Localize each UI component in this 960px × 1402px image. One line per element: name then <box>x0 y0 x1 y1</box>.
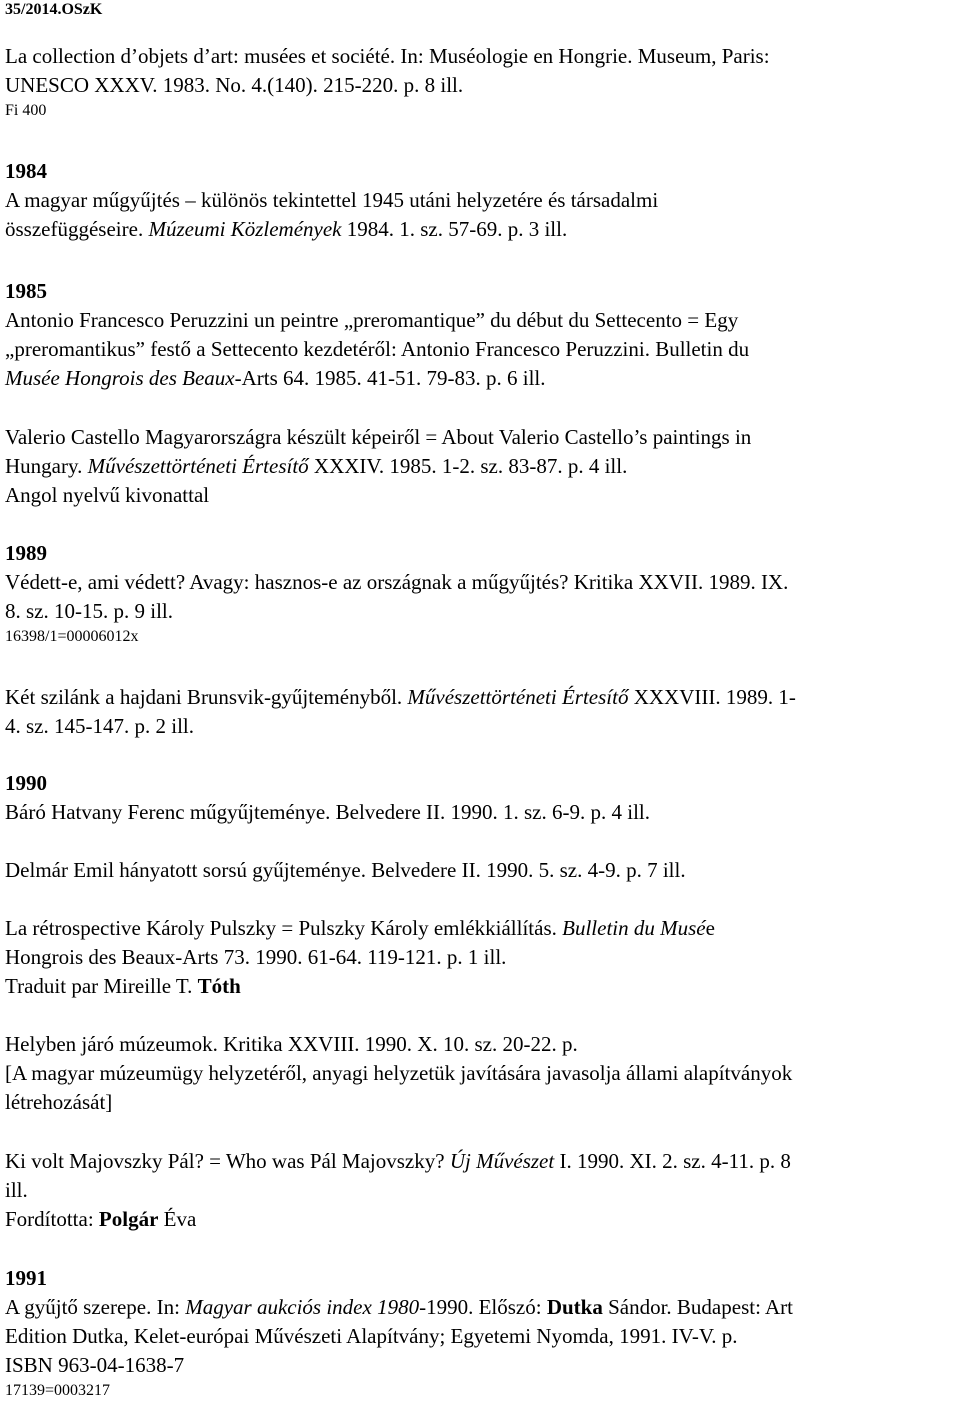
year-section-1989 <box>5 539 955 648</box>
journal-title: Bulletin du Musé <box>562 916 706 940</box>
translator-surname: Polgár <box>98 1207 159 1231</box>
entry-text: Két szilánk a hajdani Brunsvik-gyűjteményből. <box>5 685 408 709</box>
year-section-1984 <box>5 157 955 244</box>
entry-line: Edition Dutka, Kelet-európai Művészeti Alapítvány; Egyetemi Nyomda, 1991. IV-V. p. <box>5 1324 738 1348</box>
year-heading: 1989 <box>5 541 47 565</box>
entry-text: e <box>705 916 715 940</box>
bibliography-entry <box>5 1030 955 1117</box>
bibliography-entry <box>5 423 955 510</box>
entry-text: Hungary. <box>5 454 88 478</box>
shelf-note: Fi 400 <box>5 102 47 119</box>
entry-text: I. 1990. XI. 2. sz. 4-11. p. 8 <box>554 1149 791 1173</box>
entry-line: ill. <box>5 1178 28 1202</box>
entry-text: Fordította: <box>5 1207 99 1231</box>
entry-line <box>5 452 955 481</box>
entry-line: Valerio Castello Magyarországra készült képeiről = About Valerio Castello’s paintings in <box>5 425 752 449</box>
entry-line: Báró Hatvany Ferenc műgyűjteménye. Belvedere II. 1990. 1. sz. 6-9. p. 4 ill. <box>5 800 650 824</box>
book-title: Magyar aukciós index 1980 <box>185 1295 420 1319</box>
entry-text: A gyűjtő szerepe. In: <box>5 1295 186 1319</box>
journal-title: Musée Hongrois des Beaux- <box>5 366 242 390</box>
journal-title: Múzeumi Közlemények <box>148 217 342 241</box>
entry-line: [A magyar múzeumügy helyzetéről, anyagi helyzetük javítására javasolja állami alapítványok <box>5 1061 793 1085</box>
entry-line <box>5 1293 955 1322</box>
journal-title: Művészettörténeti Értesítő <box>87 454 309 478</box>
entry-line <box>5 683 955 712</box>
entry-line: Helyben járó múzeumok. Kritika XXVIII. 1990. X. 10. sz. 20-22. p. <box>5 1032 578 1056</box>
bibliography-entry <box>5 1147 955 1234</box>
entry-text: XXXIV. 1985. 1-2. sz. 83-87. p. 4 ill. <box>308 454 628 478</box>
journal-title: Új Művészet <box>449 1149 555 1173</box>
year-heading: 1985 <box>5 279 47 303</box>
year-heading: 1991 <box>5 1266 47 1290</box>
entry-line: A magyar műgyűjtés – különös tekintettel 1945 utáni helyzetére és társadalmi <box>5 188 659 212</box>
year-section-1985 <box>5 277 955 393</box>
entry-line: „preromantikus” festő a Settecento kezdetéről: Antonio Francesco Peruzzini. Bulletin du <box>5 337 750 361</box>
author-surname: Dutka <box>546 1295 603 1319</box>
year-heading: 1984 <box>5 159 47 183</box>
entry-text: 1984. 1. sz. 57-69. p. 3 ill. <box>341 217 568 241</box>
bibliography-entry <box>5 683 955 741</box>
year-section-1991 <box>5 1264 955 1402</box>
entry-text: XXXVIII. 1989. 1- <box>628 685 796 709</box>
bibliography-entry <box>5 856 955 885</box>
entry-line <box>5 914 955 943</box>
bibliography-entry <box>5 914 955 1001</box>
entry-text: Arts 64. 1985. 41-51. 79-83. p. 6 ill. <box>241 366 546 390</box>
entry-text: Éva <box>158 1207 197 1231</box>
entry-line <box>5 972 955 1001</box>
entry-line: Delmár Emil hányatott sorsú gyűjteménye. Belvedere II. 1990. 5. sz. 4-9. p. 7 ill. <box>5 858 686 882</box>
entry-line: Hongrois des Beaux-Arts 73. 1990. 61-64. 119-121. p. 1 ill. <box>5 945 507 969</box>
bibliography-entry <box>5 42 955 122</box>
entry-line <box>5 1205 955 1234</box>
entry-line <box>5 1147 955 1176</box>
page-header: 35/2014.OSzK <box>5 1 103 18</box>
shelf-note: 16398/1=00006012x <box>5 628 139 645</box>
entry-text: Ki volt Majovszky Pál? = Who was Pál Majovszky? <box>5 1149 450 1173</box>
entry-text: összefüggéseire. <box>5 217 149 241</box>
entry-line: UNESCO XXXV. 1983. No. 4.(140). 215-220. p. 8 ill. <box>5 73 464 97</box>
year-section-1990 <box>5 769 955 827</box>
entry-line <box>5 215 955 244</box>
entry-text: Traduit par Mireille T. <box>5 974 198 998</box>
entry-line: Angol nyelvű kivonattal <box>5 483 210 507</box>
entry-line: Antonio Francesco Peruzzini un peintre „preromantique” du début du Settecento = Egy <box>5 308 739 332</box>
entry-line: ISBN 963-04-1638-7 <box>5 1353 185 1377</box>
entry-text: La rétrospective Károly Pulszky = Pulszky Károly emlékkiállítás. <box>5 916 563 940</box>
entry-text: -1990. Előszó: <box>419 1295 547 1319</box>
journal-title: Művészettörténeti Értesítő <box>407 685 629 709</box>
year-heading: 1990 <box>5 771 47 795</box>
entry-line: 8. sz. 10-15. p. 9 ill. <box>5 599 173 623</box>
entry-text: Sándor. Budapest: Art <box>602 1295 794 1319</box>
entry-line: létrehozását] <box>5 1090 113 1114</box>
entry-line: La collection d’objets d’art: musées et société. In: Muséologie en Hongrie. Museum, Paris: <box>5 44 770 68</box>
entry-line: 4. sz. 145-147. p. 2 ill. <box>5 714 194 738</box>
translator-name: Tóth <box>197 974 241 998</box>
shelf-note: 17139=0003217 <box>5 1382 111 1399</box>
entry-line <box>5 364 955 393</box>
entry-line: Védett-e, ami védett? Avagy: hasznos-e az országnak a műgyűjtés? Kritika XXVII. 1989. IX. <box>5 570 789 594</box>
